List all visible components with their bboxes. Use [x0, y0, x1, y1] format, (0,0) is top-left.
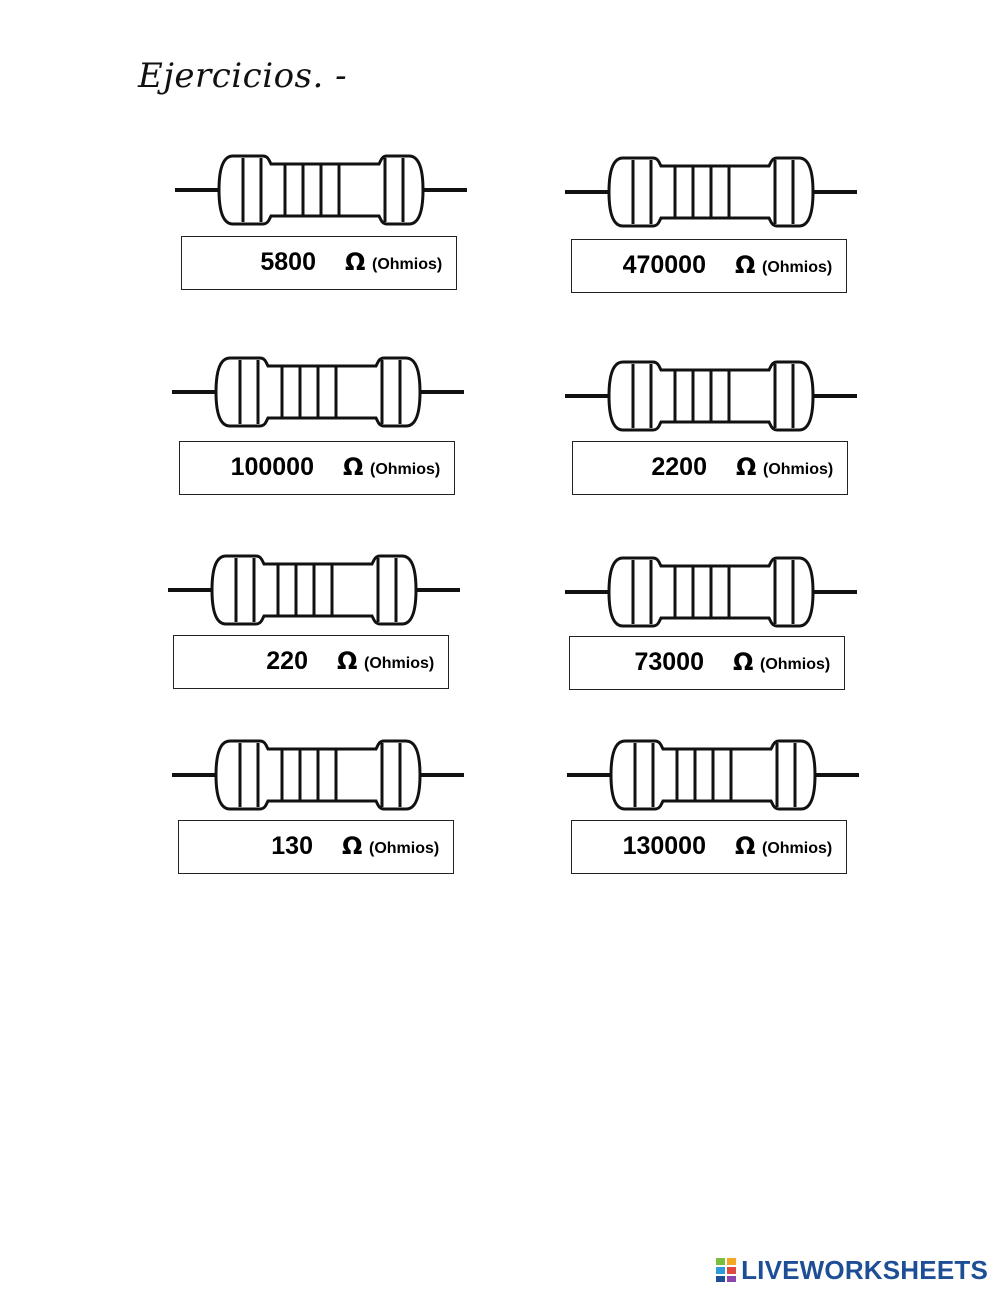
resistance-value: 73000 — [634, 648, 704, 676]
resistance-value: 470000 — [622, 251, 706, 279]
resistor-icon — [565, 552, 865, 632]
ohm-symbol: Ω — [343, 453, 364, 481]
ohm-symbol: Ω — [735, 832, 756, 860]
resistance-value: 220 — [266, 647, 308, 675]
resistor-icon — [565, 152, 865, 232]
resistance-value-box[interactable] — [572, 441, 848, 495]
ohm-symbol: Ω — [342, 832, 363, 860]
resistance-value: 2200 — [651, 453, 707, 481]
unit-label: (Ohmios) — [364, 655, 435, 672]
ohm-symbol: Ω — [733, 648, 754, 676]
resistance-value-box[interactable] — [179, 441, 455, 495]
unit-label: (Ohmios) — [760, 656, 831, 673]
unit-label: (Ohmios) — [762, 840, 833, 857]
liveworksheets-brand[interactable] — [715, 1253, 988, 1287]
resistance-value-box[interactable] — [571, 239, 847, 293]
resistance-value-box[interactable] — [173, 635, 449, 689]
resistor-icon — [172, 352, 472, 432]
resistance-value-box[interactable] — [178, 820, 454, 874]
resistor-icon — [565, 356, 865, 436]
resistor-icon — [168, 550, 468, 630]
ohm-symbol: Ω — [345, 248, 366, 276]
resistor-icon — [175, 150, 475, 230]
resistance-value: 5800 — [260, 248, 316, 276]
liveworksheets-logo-icon — [715, 1257, 737, 1283]
unit-label: (Ohmios) — [762, 259, 833, 276]
unit-label: (Ohmios) — [763, 461, 834, 478]
resistor-icon — [567, 735, 867, 815]
resistance-value: 130 — [271, 832, 313, 860]
ohm-symbol: Ω — [337, 647, 358, 675]
resistance-value-box[interactable] — [571, 820, 847, 874]
unit-label: (Ohmios) — [370, 461, 441, 478]
unit-label: (Ohmios) — [372, 256, 443, 273]
resistance-value-box[interactable] — [569, 636, 845, 690]
page-title: Ejercicios. - — [138, 56, 348, 96]
resistor-icon — [172, 735, 472, 815]
ohm-symbol: Ω — [736, 453, 757, 481]
ohm-symbol: Ω — [735, 251, 756, 279]
resistance-value-box[interactable] — [181, 236, 457, 290]
brand-name: LIVEWORKSHEETS — [741, 1254, 988, 1285]
resistance-value: 100000 — [230, 453, 314, 481]
resistance-value: 130000 — [622, 832, 706, 860]
unit-label: (Ohmios) — [369, 840, 440, 857]
